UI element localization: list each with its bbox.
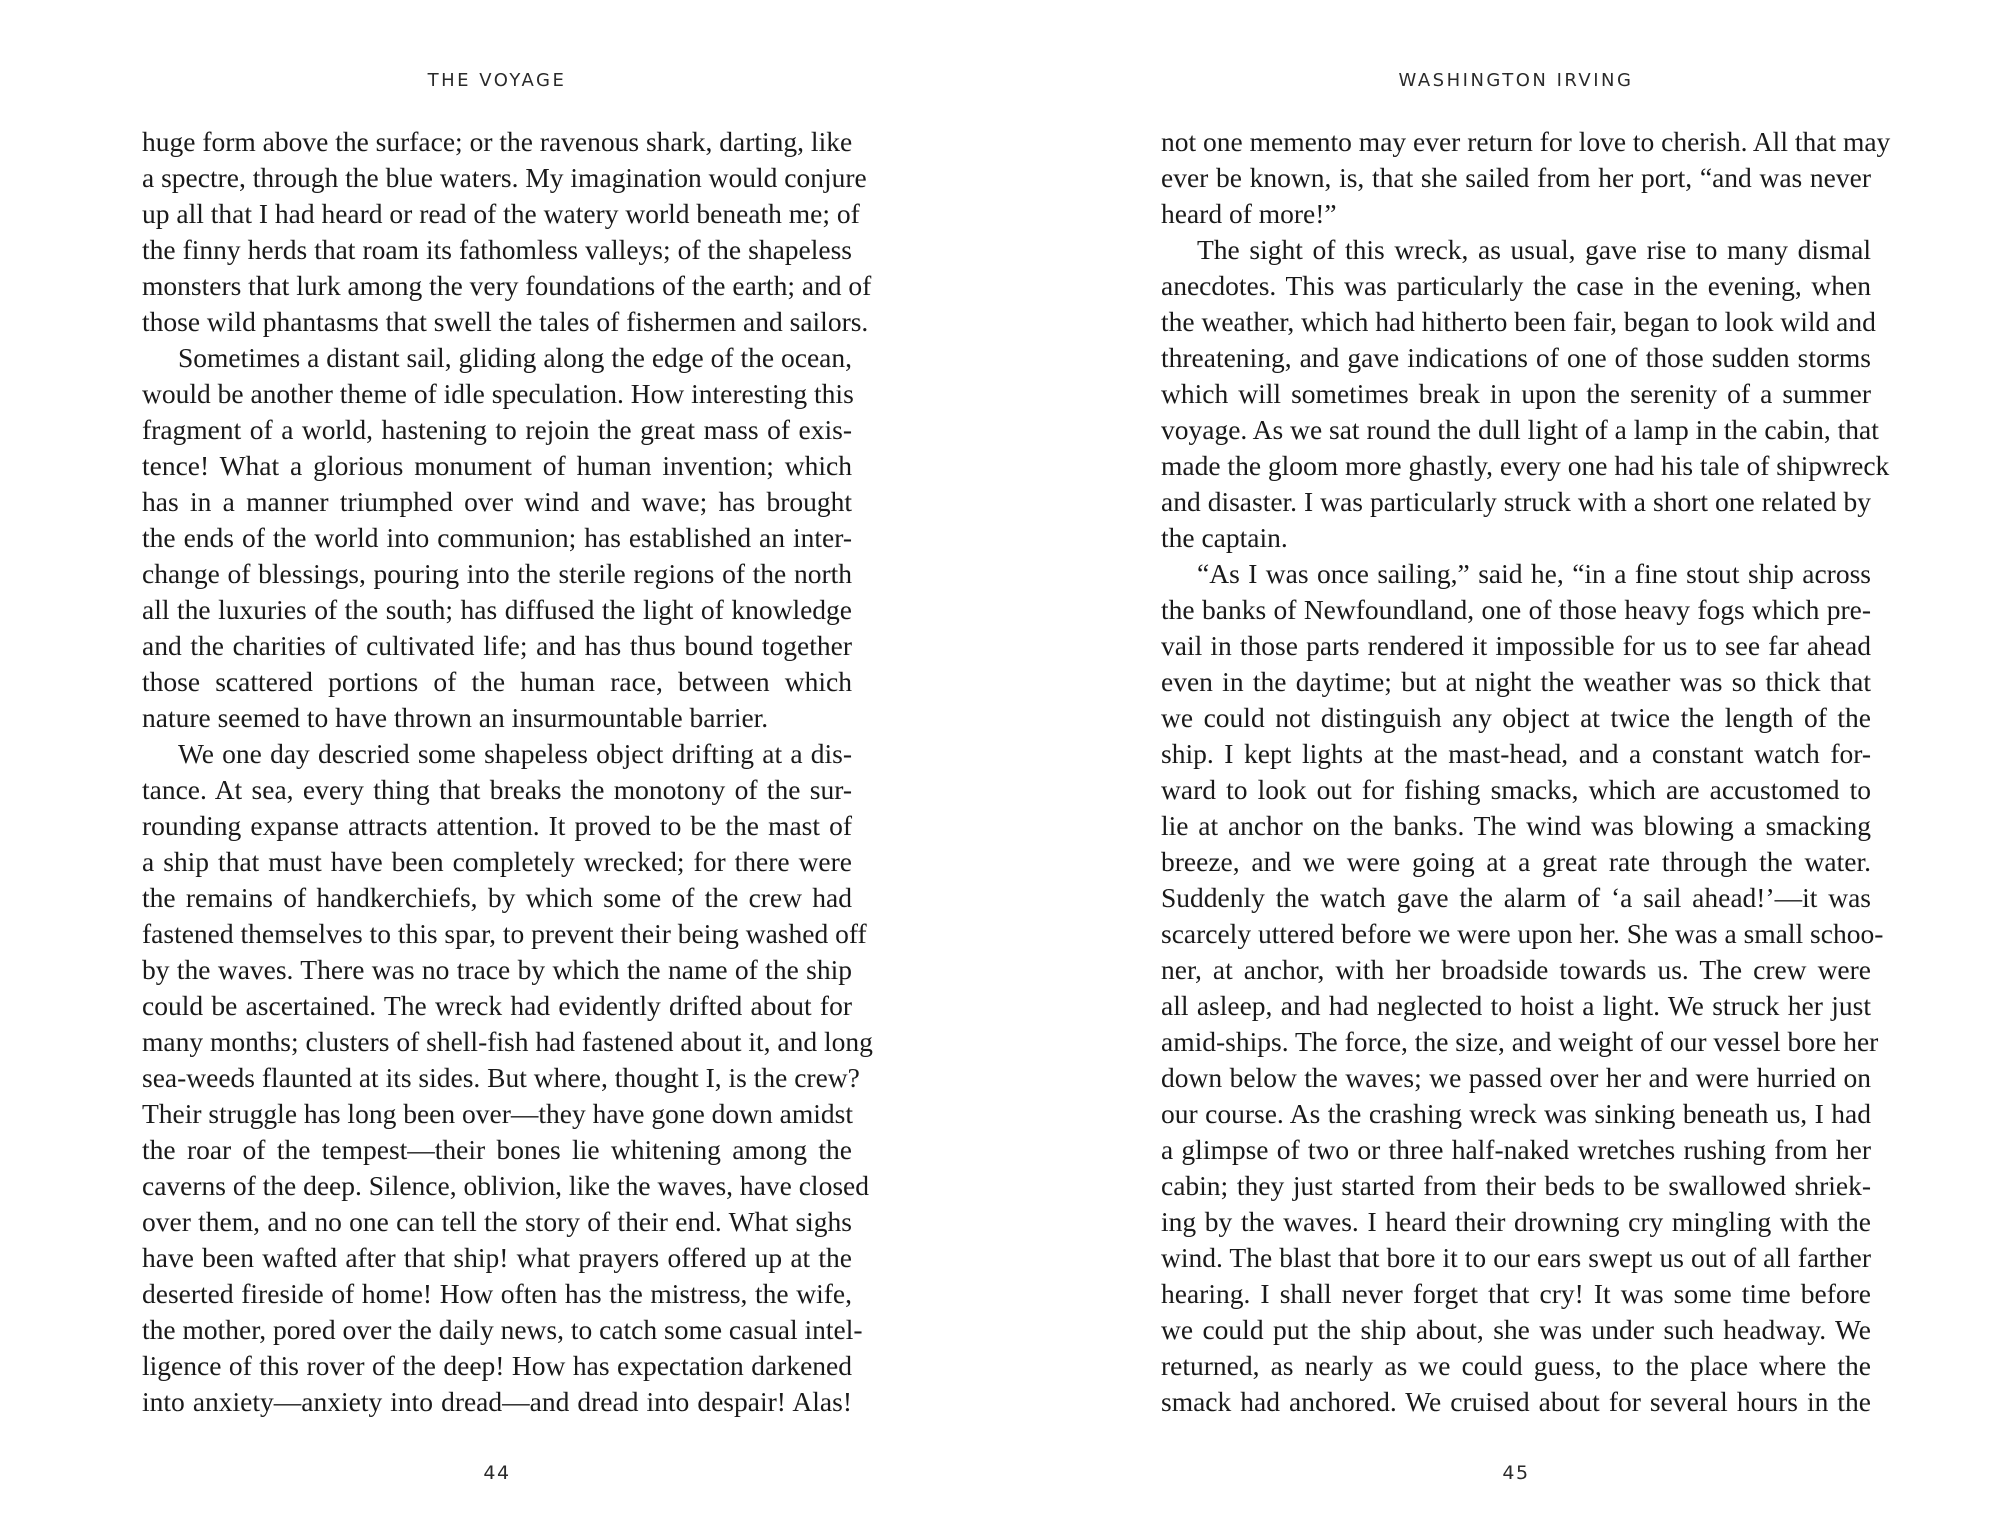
text-line: we could put the ship about, she was under such headway. We (1161, 1314, 1871, 1345)
text-line: deserted fireside of home! How often has the mistress, the wife, (142, 1278, 852, 1309)
text-line: the captain. (1161, 522, 1288, 553)
text-line: the remains of handkerchiefs, by which some of the crew had (142, 882, 852, 913)
text-line: ward to look out for fishing smacks, which are accustomed to (1161, 774, 1871, 805)
body-text-right (1161, 124, 1891, 1420)
text-line: the mother, pored over the daily news, to catch some casual intel- (142, 1314, 863, 1345)
text-line: the roar of the tempest—their bones lie whitening among the (142, 1134, 852, 1165)
text-line: vail in those parts rendered it impossible for us to see far ahead (1161, 630, 1871, 661)
paragraph (1161, 556, 1884, 1420)
text-line: We one day descried some shapeless object drifting at a dis- (178, 738, 852, 769)
text-line: by the waves. There was no trace by which the name of the ship (142, 954, 852, 985)
text-line: all asleep, and had neglected to hoist a light. We struck her just (1161, 990, 1871, 1021)
text-line: voyage. As we sat round the dull light of a lamp in the cabin, that (1161, 414, 1879, 445)
text-line: and disaster. I was particularly struck with a short one related by (1161, 486, 1871, 517)
text-line: monsters that lurk among the very foundations of the earth; and of (142, 270, 872, 301)
text-line: The sight of this wreck, as usual, gave rise to many dismal (1197, 234, 1871, 265)
text-line: change of blessings, pouring into the sterile regions of the north (142, 558, 852, 589)
text-line: ner, at anchor, with her broadside towards us. The crew were (1161, 954, 1871, 985)
text-line: would be another theme of idle speculation. How interesting this (142, 378, 854, 409)
text-line: made the gloom more ghastly, every one had his tale of shipwreck (1161, 450, 1890, 481)
text-line: has in a manner triumphed over wind and wave; has brought (142, 486, 852, 517)
page-number-left: 44 (483, 1462, 511, 1484)
text-line: many months; clusters of shell-fish had fastened about it, and long (142, 1026, 873, 1057)
text-line: a spectre, through the blue waters. My imagination would conjure (142, 162, 867, 193)
text-line: fastened themselves to this spar, to prevent their being washed off (142, 918, 867, 949)
text-line: Sometimes a distant sail, gliding along the edge of the ocean, (178, 342, 852, 373)
text-line: Their struggle has long been over—they have gone down amidst (142, 1098, 853, 1129)
running-head-right: WASHINGTON IRVING (1398, 70, 1634, 91)
text-line: fragment of a world, hastening to rejoin the great mass of exis- (142, 414, 852, 445)
text-line: up all that I had heard or read of the watery world beneath me; of (142, 198, 860, 229)
text-line: ship. I kept lights at the mast-head, and a constant watch for- (1161, 738, 1871, 769)
text-line: hearing. I shall never forget that cry! It was some time before (1161, 1278, 1871, 1309)
text-line: and the charities of cultivated life; and has thus bound together (142, 630, 852, 661)
text-line: into anxiety—anxiety into dread—and dread into despair! Alas! (142, 1386, 852, 1417)
text-line: heard of more!” (1161, 198, 1337, 229)
text-line: Suddenly the watch gave the alarm of ‘a sail ahead!’—it was (1161, 882, 1871, 913)
text-line: rounding expanse attracts attention. It proved to be the mast of (142, 810, 852, 841)
text-line: nature seemed to have thrown an insurmountable barrier. (142, 702, 769, 733)
text-line: even in the daytime; but at night the weather was so thick that (1161, 666, 1871, 697)
text-line: over them, and no one can tell the story of their end. What sighs (142, 1206, 852, 1237)
text-line: anecdotes. This was particularly the case in the evening, when (1161, 270, 1871, 301)
text-line: ever be known, is, that she sailed from her port, “and was never (1161, 162, 1871, 193)
text-line: all the luxuries of the south; has diffused the light of knowledge (142, 594, 852, 625)
body-text-left (142, 124, 873, 1420)
text-line: tance. At sea, every thing that breaks the monotony of the sur- (142, 774, 852, 805)
text-line: have been wafted after that ship! what prayers offered up at the (142, 1242, 852, 1273)
text-line: not one memento may ever return for love to cherish. All that may (1161, 126, 1891, 157)
text-line: sea-weeds flaunted at its sides. But where, thought I, is the crew? (142, 1062, 860, 1093)
text-line: breeze, and we were going at a great rate through the water. (1161, 846, 1871, 877)
text-line: scarcely uttered before we were upon her. She was a small schoo- (1161, 918, 1884, 949)
text-line: the weather, which had hitherto been fair, began to look wild and (1161, 306, 1876, 337)
right-page (1161, 0, 1891, 1523)
text-line: a glimpse of two or three half-naked wretches rushing from her (1161, 1134, 1871, 1165)
text-line: caverns of the deep. Silence, oblivion, like the waves, have closed (142, 1170, 869, 1201)
text-line: those scattered portions of the human race, between which (142, 666, 852, 697)
text-line: “As I was once sailing,” said he, “in a fine stout ship across (1197, 558, 1871, 589)
text-line: wind. The blast that bore it to our ears swept us out of all farther (1161, 1242, 1871, 1273)
text-line: ing by the waves. I heard their drowning cry mingling with the (1161, 1206, 1871, 1237)
paragraph (1161, 124, 1891, 232)
text-line: cabin; they just started from their beds to be swallowed shriek- (1161, 1170, 1871, 1201)
text-line: smack had anchored. We cruised about for several hours in the (1161, 1386, 1871, 1417)
left-page (142, 0, 873, 1523)
paragraph (142, 736, 873, 1420)
text-line: amid-ships. The force, the size, and weight of our vessel bore her (1161, 1026, 1879, 1057)
text-line: a ship that must have been completely wrecked; for there were (142, 846, 852, 877)
running-head-left: THE VOYAGE (427, 70, 567, 91)
text-line: threatening, and gave indications of one of those sudden storms (1161, 342, 1871, 373)
paragraph (142, 124, 872, 340)
text-line: we could not distinguish any object at twice the length of the (1161, 702, 1871, 733)
text-line: the ends of the world into communion; has established an inter- (142, 522, 852, 553)
text-line: those wild phantasms that swell the tales of fishermen and sailors. (142, 306, 869, 337)
text-line: ligence of this rover of the deep! How has expectation darkened (142, 1350, 852, 1381)
text-line: returned, as nearly as we could guess, to the place where the (1161, 1350, 1871, 1381)
text-line: our course. As the crashing wreck was sinking beneath us, I had (1161, 1098, 1871, 1129)
page-number-right: 45 (1502, 1462, 1530, 1484)
text-line: lie at anchor on the banks. The wind was blowing a smacking (1161, 810, 1871, 841)
paragraph (1161, 232, 1890, 556)
text-line: huge form above the surface; or the ravenous shark, darting, like (142, 126, 853, 157)
text-line: the banks of Newfoundland, one of those heavy fogs which pre- (1161, 594, 1871, 625)
text-line: tence! What a glorious monument of human invention; which (142, 450, 852, 481)
text-line: could be ascertained. The wreck had evidently drifted about for (142, 990, 852, 1021)
paragraph (142, 340, 852, 736)
text-line: the finny herds that roam its fathomless valleys; of the shapeless (142, 234, 852, 265)
text-line: down below the waves; we passed over her and were hurried on (1161, 1062, 1871, 1093)
text-line: which will sometimes break in upon the serenity of a summer (1161, 378, 1871, 409)
